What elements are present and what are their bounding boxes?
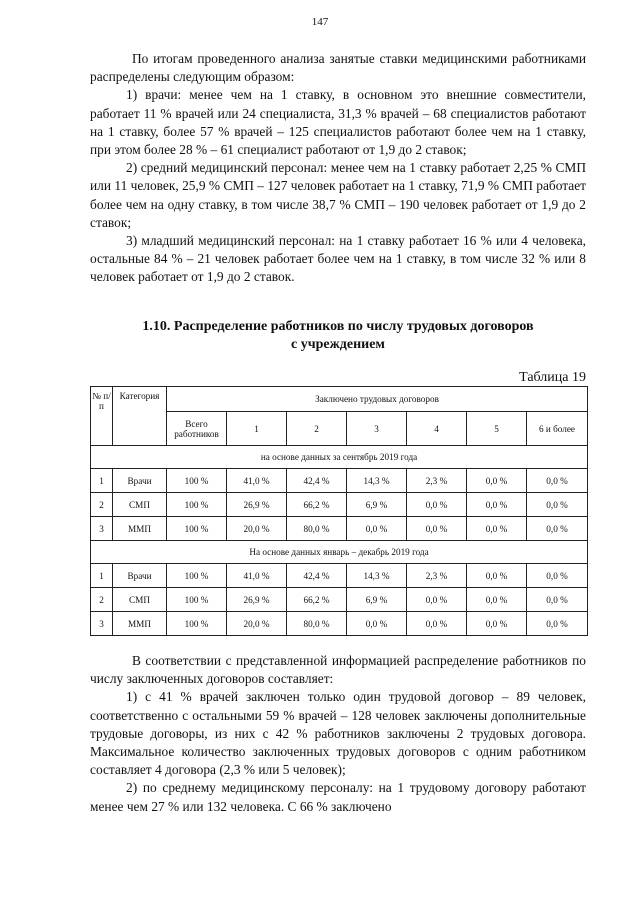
table-row — [91, 493, 588, 517]
row-value: 42,4 % — [287, 469, 347, 493]
row-value: 0,0 % — [467, 517, 527, 541]
header-total: Всего работников — [167, 412, 227, 446]
intro-item-junior-staff: 3) младший медицинский персонал: на 1 ставку работает 16 % или 4 человека, остальные 84 % – 21 человек работает более чем на 1 ставку, в том числе 32 % или 8 человек работает от 1,9 до 2 ставок. — [90, 233, 586, 285]
row-value: 26,9 % — [227, 588, 287, 612]
table-body — [91, 387, 588, 636]
row-total: 100 % — [167, 588, 227, 612]
intro-lead: По итогам проведенного анализа занятые ставки медицинскими работниками распределены следующим образом: — [90, 51, 586, 85]
row-num: 2 — [91, 493, 113, 517]
table-row — [91, 588, 588, 612]
period-label: на основе данных за сентябрь 2019 года — [91, 446, 588, 469]
table-caption: Таблица 19 — [519, 370, 586, 385]
row-total: 100 % — [167, 564, 227, 588]
row-value: 0,0 % — [527, 469, 588, 493]
row-value: 14,3 % — [347, 564, 407, 588]
header-contracts: Заключено трудовых договоров — [167, 387, 588, 412]
row-value: 80,0 % — [287, 612, 347, 636]
row-total: 100 % — [167, 612, 227, 636]
row-value: 2,3 % — [407, 469, 467, 493]
row-value: 20,0 % — [227, 612, 287, 636]
row-value: 66,2 % — [287, 588, 347, 612]
row-value: 14,3 % — [347, 469, 407, 493]
row-num: 1 — [91, 564, 113, 588]
row-value: 41,0 % — [227, 564, 287, 588]
row-total: 100 % — [167, 493, 227, 517]
row-value: 2,3 % — [407, 564, 467, 588]
row-value: 41,0 % — [227, 469, 287, 493]
row-value: 0,0 % — [467, 588, 527, 612]
contracts-table — [90, 386, 588, 636]
conclusion-item-doctors: 1) с 41 % врачей заключен только один трудовой договор – 89 человек, соответственно с остальными 59 % врачей – 128 человек заключены дополнительные трудовые договоры, из них с 42 % работников заключены 2 трудовых договора. Максимальное количество заключенных трудовых договоров с одним работником составляет 4 договора (2,3 % или 5 человек); — [90, 689, 586, 778]
period-label: На основе данных январь – декабрь 2019 года — [91, 541, 588, 564]
row-total: 100 % — [167, 517, 227, 541]
header-col-1: 1 — [227, 412, 287, 446]
table-header-row — [91, 387, 588, 412]
header-col-5: 5 — [467, 412, 527, 446]
row-category: СМП — [113, 493, 167, 517]
row-category: ММП — [113, 612, 167, 636]
header-col-2: 2 — [287, 412, 347, 446]
row-value: 0,0 % — [467, 564, 527, 588]
row-num: 1 — [91, 469, 113, 493]
row-value: 0,0 % — [407, 517, 467, 541]
row-value: 66,2 % — [287, 493, 347, 517]
section-heading-line2: с учреждением — [291, 337, 385, 352]
section-heading — [90, 318, 586, 354]
row-value: 0,0 % — [467, 612, 527, 636]
row-value: 0,0 % — [347, 612, 407, 636]
row-value: 0,0 % — [527, 588, 588, 612]
intro-text — [90, 50, 586, 287]
row-total: 100 % — [167, 469, 227, 493]
row-value: 0,0 % — [467, 493, 527, 517]
page-number: 147 — [311, 16, 329, 28]
row-value: 6,9 % — [347, 588, 407, 612]
row-num: 2 — [91, 588, 113, 612]
row-value: 0,0 % — [527, 612, 588, 636]
period-row — [91, 446, 588, 469]
row-value: 0,0 % — [527, 493, 588, 517]
row-category: Врачи — [113, 469, 167, 493]
header-col-6-plus: 6 и более — [527, 412, 588, 446]
table-row — [91, 564, 588, 588]
header-category: Категория — [113, 387, 167, 446]
row-value: 80,0 % — [287, 517, 347, 541]
row-value: 0,0 % — [527, 564, 588, 588]
header-num: № п/п — [91, 387, 113, 446]
row-category: Врачи — [113, 564, 167, 588]
table-row — [91, 469, 588, 493]
table-row — [91, 612, 588, 636]
conclusion-lead: В соответствии с представленной информацией распределение работников по числу заключенных договоров составляет: — [90, 653, 586, 687]
row-value: 0,0 % — [527, 517, 588, 541]
intro-item-nurses: 2) средний медицинский персонал: менее чем на 1 ставку работает 2,25 % СМП или 11 человек, 25,9 % СМП – 127 человек работает на 1 ставку, 71,9 % СМП работает более чем на одну ставку, в том числе 38,7 % СМП – 190 человек работает от 1,9 до 2 ставок; — [90, 160, 586, 230]
row-value: 26,9 % — [227, 493, 287, 517]
row-value: 20,0 % — [227, 517, 287, 541]
row-value: 0,0 % — [407, 612, 467, 636]
conclusion-text — [90, 652, 586, 816]
row-category: ММП — [113, 517, 167, 541]
row-value: 6,9 % — [347, 493, 407, 517]
row-value: 0,0 % — [467, 469, 527, 493]
header-col-4: 4 — [407, 412, 467, 446]
row-num: 3 — [91, 517, 113, 541]
period-row — [91, 541, 588, 564]
intro-item-doctors: 1) врачи: менее чем на 1 ставку, в основном это внешние совместители, работает 11 % врачей или 24 специалиста, 31,3 % врачей – 68 специалистов работают на 1 ставку, более 57 % врачей – 125 специалистов работают более чем на 1 ставку, при этом более 28 % – 61 специалист работают от 1,9 до 2 ставок; — [90, 87, 586, 158]
section-heading-line1: 1.10. Распределение работников по числу трудовых договоров — [142, 319, 534, 334]
row-value: 0,0 % — [347, 517, 407, 541]
row-num: 3 — [91, 612, 113, 636]
row-value: 0,0 % — [407, 588, 467, 612]
row-value: 0,0 % — [407, 493, 467, 517]
header-col-3: 3 — [347, 412, 407, 446]
conclusion-item-nurses: 2) по среднему медицинскому персоналу: на 1 трудовому договору работают менее чем 27 % или 132 человека. С 66 % заключено — [90, 780, 586, 814]
row-value: 42,4 % — [287, 564, 347, 588]
table-row — [91, 517, 588, 541]
row-category: СМП — [113, 588, 167, 612]
